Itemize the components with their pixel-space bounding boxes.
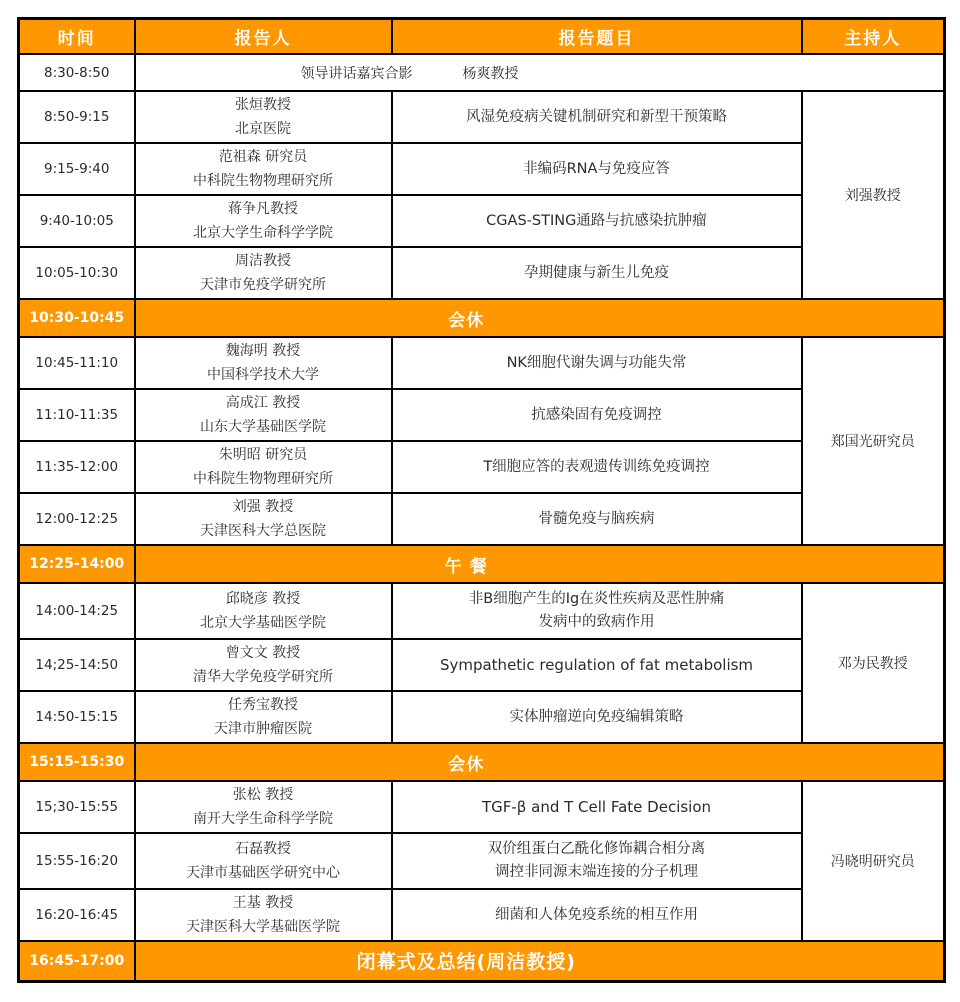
lunch-row — [19, 545, 945, 583]
speaker-affiliation: 北京医院 — [235, 121, 291, 137]
opening-host-note: 杨爽教授 — [462, 65, 519, 82]
talk-title-cell: 孕期健康与新生儿免疫 — [392, 247, 802, 299]
time-cell: 14:50-15:15 — [19, 691, 135, 743]
talk-title-cell: CGAS-STING通路与抗感染抗肿瘤 — [392, 195, 802, 247]
speaker-affiliation: 中科院生物物理研究所 — [193, 173, 333, 189]
lunch-label: 午 餐 — [135, 545, 945, 583]
talk-title-cell: T细胞应答的表观遗传训练免疫调控 — [392, 441, 802, 493]
header-topic: 报告题目 — [392, 19, 802, 55]
speaker-name: 周洁教授 — [235, 253, 291, 269]
talk-title-cell: 实体肿瘤逆向免疫编辑策略 — [392, 691, 802, 743]
header-row — [19, 19, 945, 55]
time-cell: 10:05-10:30 — [19, 247, 135, 299]
header-speaker: 报告人 — [135, 19, 392, 55]
time-cell: 10:45-11:10 — [19, 337, 135, 389]
speaker-affiliation: 天津医科大学基础医学院 — [186, 919, 340, 935]
speaker-name: 蒋争凡教授 — [228, 201, 298, 217]
speaker-affiliation: 中科院生物物理研究所 — [193, 471, 333, 487]
break-label: 会休 — [135, 743, 945, 781]
speaker-name: 王基 教授 — [232, 895, 294, 911]
talk-title-cell: 双价组蛋白乙酰化修饰耦合相分离 调控非同源末端连接的分子机理 — [392, 833, 802, 889]
time-cell: 14:00-14:25 — [19, 583, 135, 639]
moderator-cell: 郑国光研究员 — [802, 337, 945, 545]
time-cell: 12:00-12:25 — [19, 493, 135, 545]
talk-title-cell: NK细胞代谢失调与功能失常 — [392, 337, 802, 389]
speaker-cell — [135, 441, 392, 493]
speaker-affiliation: 中国科学技术大学 — [207, 367, 319, 383]
speaker-affiliation: 南开大学生命科学学院 — [193, 811, 333, 827]
time-cell: 9:40-10:05 — [19, 195, 135, 247]
talk-title-cell: Sympathetic regulation of fat metabolism — [392, 639, 802, 691]
time-cell: 10:30-10:45 — [19, 299, 135, 337]
time-cell: 14;25-14:50 — [19, 639, 135, 691]
talk-title-cell: 细菌和人体免疫系统的相互作用 — [392, 889, 802, 941]
speaker-affiliation: 北京大学基础医学院 — [200, 615, 326, 631]
speaker-affiliation: 北京大学生命科学学院 — [193, 225, 333, 241]
speaker-name: 刘强 教授 — [232, 499, 294, 515]
speaker-cell — [135, 493, 392, 545]
speaker-cell — [135, 781, 392, 833]
speaker-cell — [135, 583, 392, 639]
closing-row — [19, 941, 945, 981]
header-moderator: 主持人 — [802, 19, 945, 55]
time-cell: 12:25-14:00 — [19, 545, 135, 583]
talk-title-cell: 骨髓免疫与脑疾病 — [392, 493, 802, 545]
break-label: 会休 — [135, 299, 945, 337]
time-cell: 16:45-17:00 — [19, 941, 135, 981]
opening-cell — [135, 54, 945, 91]
closing-label: 闭幕式及总结(周洁教授) — [135, 941, 945, 981]
time-cell: 15;30-15:55 — [19, 781, 135, 833]
speaker-cell — [135, 833, 392, 889]
speaker-affiliation: 天津市肿瘤医院 — [214, 721, 312, 737]
speaker-affiliation: 天津市基础医学研究中心 — [186, 865, 340, 881]
talk-title-cell: 非编码RNA与免疫应答 — [392, 143, 802, 195]
time-cell: 11:10-11:35 — [19, 389, 135, 441]
speaker-name: 张烜教授 — [235, 97, 291, 113]
talk-title-cell: 抗感染固有免疫调控 — [392, 389, 802, 441]
speaker-cell — [135, 195, 392, 247]
talk-row — [19, 781, 945, 833]
speaker-name: 范祖森 研究员 — [218, 149, 308, 165]
opening-text: 领导讲话嘉宾合影 — [300, 65, 413, 82]
speaker-name: 邱晓彦 教授 — [225, 591, 301, 607]
moderator-cell: 冯晓明研究员 — [802, 781, 945, 941]
break-row — [19, 743, 945, 781]
opening-row — [19, 54, 945, 91]
speaker-name: 任秀宝教授 — [228, 697, 298, 713]
speaker-name: 魏海明 教授 — [225, 343, 301, 359]
talk-title-cell: 风湿免疫病关键机制研究和新型干预策略 — [392, 91, 802, 143]
speaker-name: 石磊教授 — [235, 841, 291, 857]
time-cell: 8:30-8:50 — [19, 54, 135, 91]
time-cell: 9:15-9:40 — [19, 143, 135, 195]
speaker-cell — [135, 91, 392, 143]
speaker-name: 高成江 教授 — [225, 395, 301, 411]
time-cell: 11:35-12:00 — [19, 441, 135, 493]
moderator-cell: 刘强教授 — [802, 91, 945, 299]
conference-schedule-table — [17, 17, 946, 983]
speaker-cell — [135, 337, 392, 389]
speaker-cell — [135, 389, 392, 441]
talk-title-cell: 非B细胞产生的Ig在炎性疾病及恶性肿痛 发病中的致病作用 — [392, 583, 802, 639]
time-cell: 8:50-9:15 — [19, 91, 135, 143]
header-time: 时间 — [19, 19, 135, 55]
talk-title-cell: TGF-β and T Cell Fate Decision — [392, 781, 802, 833]
speaker-affiliation: 清华大学免疫学研究所 — [193, 669, 333, 685]
speaker-affiliation: 天津医科大学总医院 — [200, 523, 326, 539]
talk-row — [19, 583, 945, 639]
speaker-name: 朱明昭 研究员 — [218, 447, 308, 463]
speaker-cell — [135, 247, 392, 299]
speaker-affiliation: 山东大学基础医学院 — [200, 419, 326, 435]
moderator-cell: 邓为民教授 — [802, 583, 945, 743]
speaker-cell — [135, 143, 392, 195]
speaker-cell — [135, 889, 392, 941]
speaker-affiliation: 天津市免疫学研究所 — [200, 277, 326, 293]
break-row — [19, 299, 945, 337]
time-cell: 15:15-15:30 — [19, 743, 135, 781]
speaker-name: 曾文文 教授 — [225, 645, 301, 661]
time-cell: 16:20-16:45 — [19, 889, 135, 941]
talk-row — [19, 91, 945, 143]
speaker-cell — [135, 691, 392, 743]
speaker-name: 张松 教授 — [232, 787, 294, 803]
talk-row — [19, 337, 945, 389]
time-cell: 15:55-16:20 — [19, 833, 135, 889]
speaker-cell — [135, 639, 392, 691]
